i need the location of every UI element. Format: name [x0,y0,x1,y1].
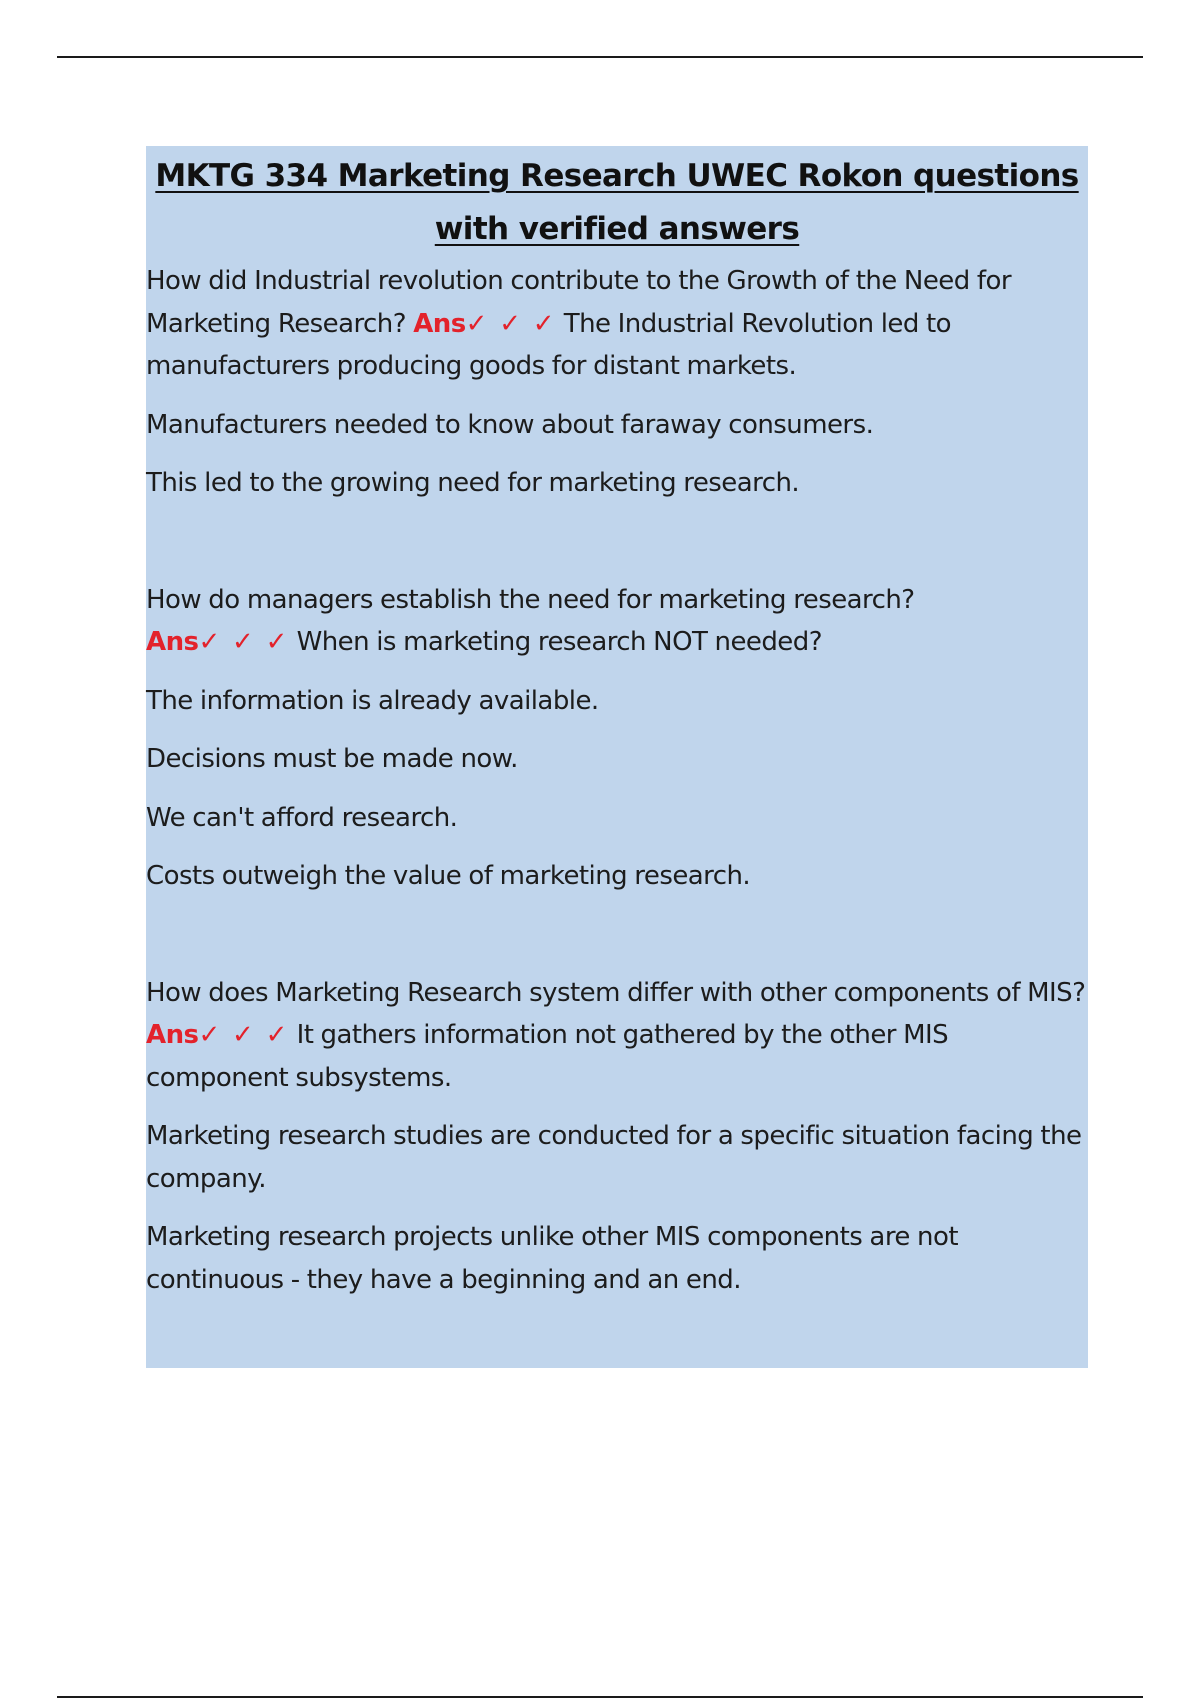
answer-text: When is marketing research NOT needed? [296,627,822,657]
header-rule [57,56,1143,58]
footer-rule [57,1696,1143,1698]
answer-line: Marketing research studies are conducted for a specific situation facing the company. [146,1121,1082,1194]
answer-line: We can't afford research. [146,802,458,833]
qa-item-3 [146,972,1088,1100]
check-marks-icon: ✓ ✓ ✓ [465,308,557,339]
question-text: How did Industrial revolution contribute to the Growth of the Need for Marketing Research? [146,266,1011,339]
qa-item-1 [146,260,1088,388]
spacer [146,521,1088,579]
answer-text: It gathers information not gathered by the other MIS component subsystems. [146,1020,949,1093]
answer-line: Costs outweigh the value of marketing research. [146,861,751,891]
qa-item-2 [146,579,1088,664]
question-text: How do managers establish the need for marketing research? [146,584,915,615]
answer-line: The information is already available. [146,685,599,716]
document-title: MKTG 334 Marketing Research UWEC Rokon questions with verified answers [155,158,1079,247]
document-panel [146,146,1088,1368]
question-text: How does Marketing Research system differ with other components of MIS? [146,977,1086,1008]
qa-list [146,256,1088,1301]
check-marks-icon: ✓ ✓ ✓ [198,1020,290,1050]
answer-marker: Ans [413,308,466,339]
answer-line: Marketing research projects unlike other MIS components are not continuous - they have a beginning and an end. [146,1222,958,1295]
answer-line: Decisions must be made now. [146,744,518,774]
answer-text: The Industrial Revolution led to manufacturers producing goods for distant markets. [146,308,952,381]
answer-marker: Ans [146,1020,199,1050]
answer-line: This led to the growing need for marketing research. [146,468,800,498]
check-marks-icon: ✓ ✓ ✓ [198,627,290,657]
spacer [146,914,1088,972]
answer-marker: Ans [146,627,199,657]
answer-line: Manufacturers needed to know about faraway consumers. [146,409,874,440]
